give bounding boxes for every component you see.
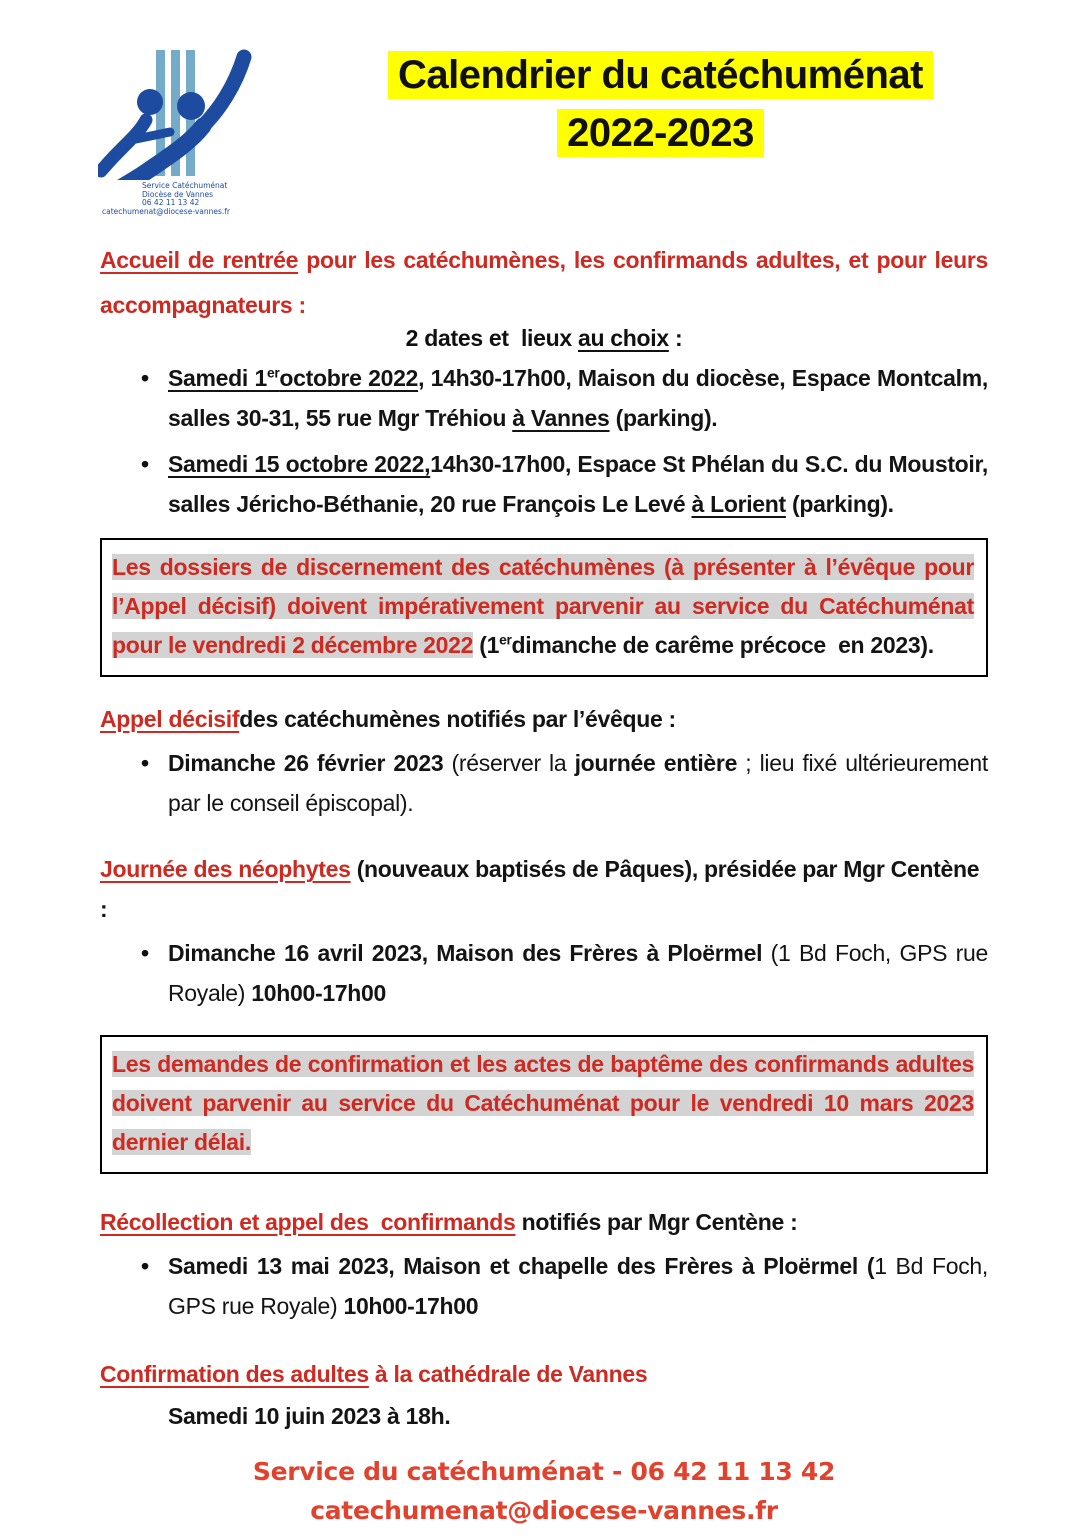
deadline-notice-discernement xyxy=(100,538,988,677)
recollection-date: Samedi 13 mai 2023, Maison et chapelle des Frères à Ploërmel ( xyxy=(168,1253,875,1279)
diocese-logo xyxy=(98,42,276,216)
date-option-1 xyxy=(100,358,988,438)
date-1-underlined: Samedi 1eroctobre 2022 xyxy=(168,365,419,391)
neophytes-item-text xyxy=(168,933,988,1013)
neophytes-gps: (1 Bd Foch, GPS rue Royale) xyxy=(168,940,989,1006)
recollection-rest: notifiés par Mgr Centène : xyxy=(515,1209,798,1235)
recollection-item-text xyxy=(168,1246,988,1326)
choice-pre: 2 dates et lieux xyxy=(405,325,578,351)
appel-item-text xyxy=(168,743,988,823)
catechumenat-logo-icon xyxy=(98,42,268,180)
appel-note-1: (réserver la xyxy=(451,750,575,776)
appel-item xyxy=(100,743,988,823)
deadline-notice-confirmation xyxy=(100,1035,988,1174)
recollection-heading xyxy=(100,1202,988,1242)
date-option-2 xyxy=(100,444,988,524)
notice-1-plain: (1erdimanche de carême précoce en 2023). xyxy=(473,632,934,658)
logo-caption-line: Service Catéchuménat xyxy=(142,181,228,190)
intro-rest: pour les catéchumènes, les confirmands adultes, et pour leurs accompagnateurs : xyxy=(100,247,988,318)
logo-caption-line: catechumenat@diocese-vannes.fr xyxy=(102,206,230,216)
footer-phone-line: Service du catéchuménat - 06 42 11 13 42 xyxy=(252,1457,836,1486)
choice-underlined: au choix xyxy=(577,325,669,351)
notice-1-highlighted: Les dossiers de discernement des catéchumènes (à présenter à l’évêque pour l’Appel décisif) doivent impérativement parvenir au service du Catéchuménat pour le vendredi 2 décembre 2022 xyxy=(112,554,974,658)
title-line-1: Calendrier du catéchuménat xyxy=(388,51,933,99)
neophytes-hours: 10h00-17h00 xyxy=(251,980,387,1006)
logo-caption-line: 06 42 11 13 42 xyxy=(142,198,200,207)
date-2-underlined: Samedi 15 octobre 2022, xyxy=(168,451,431,477)
date-2-details: 14h30-17h00, Espace St Phélan du S.C. du Moustoir, salles Jéricho-Béthanie, 20 rue François Le Levé xyxy=(168,451,988,517)
date-2-end: (parking). xyxy=(785,491,894,517)
date-2-place: à Lorient xyxy=(691,491,786,517)
recollection-lead: Récollection et appel des confirmands xyxy=(100,1209,516,1235)
appel-decisif-heading xyxy=(100,699,988,739)
appel-lead: Appel décisif xyxy=(100,706,240,732)
confirmation-lead: Confirmation des adultes xyxy=(100,1361,369,1387)
deadline-notice-1-text xyxy=(112,548,974,665)
neophytes-date: Dimanche 16 avril 2023, Maison des Frères à Ploërmel xyxy=(168,940,771,966)
date-1-end: (parking). xyxy=(609,405,718,431)
date-1-place: à Vannes xyxy=(512,405,610,431)
document-title xyxy=(338,46,983,162)
confirmation-rest: à la cathédrale de Vannes xyxy=(368,1361,648,1387)
appel-date: Dimanche 26 février 2023 xyxy=(168,750,452,776)
deadline-notice-2-text xyxy=(112,1045,974,1162)
footer-email-line: catechumenat@diocese-vannes.fr xyxy=(310,1496,778,1525)
date-options-list xyxy=(100,358,988,524)
notice-2-highlighted: Les demandes de confirmation et les actes de baptême des confirmands adultes doivent parvenir au service du Catéchuménat pour le vendredi 10 mars 2023 dernier délai. xyxy=(112,1051,974,1155)
neophytes-rest: (nouveaux baptisés de Pâques), présidée par Mgr Centène : xyxy=(100,856,980,922)
choice-post: : xyxy=(668,325,683,351)
superscript-er: er xyxy=(266,365,280,381)
appel-journee: journée entière xyxy=(574,750,738,776)
intro-lead: Accueil de rentrée xyxy=(100,247,299,273)
intro-paragraph xyxy=(100,238,988,328)
document-body xyxy=(100,238,988,1530)
recollection-hours: 10h00-17h00 xyxy=(343,1293,479,1319)
appel-note-2: ; lieu fixé ultérieurement par le conseil épiscopal). xyxy=(168,750,989,816)
neophytes-item xyxy=(100,933,988,1013)
recollection-item xyxy=(100,1246,988,1326)
date-option-2-text xyxy=(168,444,988,524)
neophytes-lead: Journée des néophytes xyxy=(100,856,351,882)
confirmation-date-line: Samedi 10 juin 2023 à 18h. xyxy=(168,1403,451,1429)
footer-contact xyxy=(100,1452,988,1530)
confirmation-heading xyxy=(100,1354,988,1394)
superscript-er: er xyxy=(499,632,512,648)
logo-caption xyxy=(98,182,276,216)
date-option-1-text xyxy=(168,358,988,438)
logo-caption-line: Diocèse de Vannes xyxy=(142,189,214,199)
appel-rest: des catéchumènes notifiés par l’évêque : xyxy=(239,706,676,732)
neophytes-heading xyxy=(100,849,988,929)
recollection-gps: 1 Bd Foch, GPS rue Royale) xyxy=(168,1253,988,1319)
date-1-details: , 14h30-17h00, Maison du diocèse, Espace Montcalm, salles 30-31, 55 rue Mgr Tréhiou xyxy=(168,365,988,431)
title-line-2: 2022-2023 xyxy=(557,109,764,157)
